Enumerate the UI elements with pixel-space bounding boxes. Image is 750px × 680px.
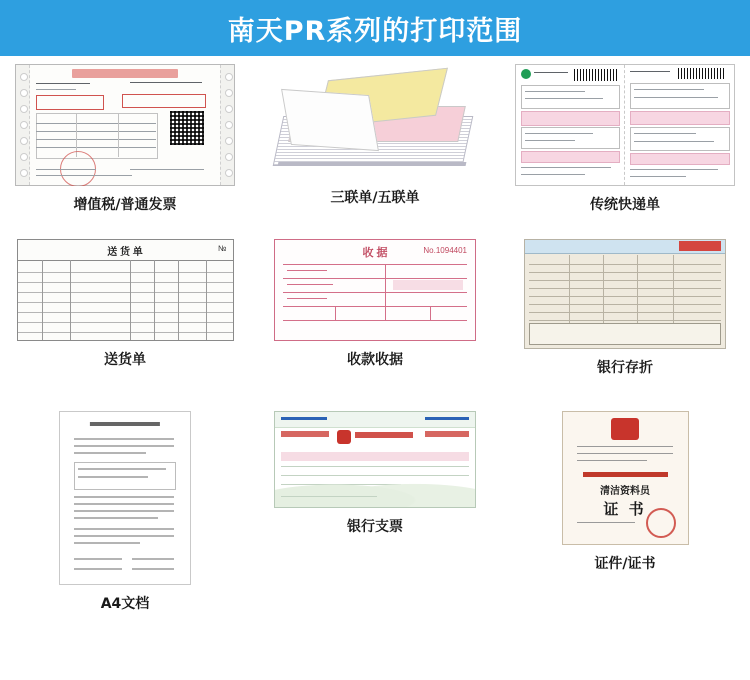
thumbnail-bank-cheque [274,411,476,508]
grid-item-certificate [500,403,750,618]
caption-a4-document: A4文档 [100,596,150,612]
caption-vat-invoice: 增值税/普通发票 [73,197,177,213]
multi-ply-illustration [270,64,480,179]
caption-certificate: 证件/证书 [594,556,656,572]
vat-invoice-illustration [15,64,235,186]
grid-item-receipt [250,231,500,403]
delivery-note-number: № [217,244,227,253]
header-banner [0,0,750,56]
samples-grid [0,56,750,618]
thumbnail-delivery-note [17,239,234,341]
certificate-line2: 证 书 [603,501,647,518]
thumbnail-passbook [524,239,726,349]
receipt-number: No.1094401 [423,246,467,255]
thumbnail-receipt [274,239,476,341]
thumbnail-certificate [562,411,689,545]
receipt-illustration [274,239,476,341]
caption-delivery-note: 送货单 [104,352,146,368]
sprocket-strip-right [220,65,234,185]
grid-item-express-waybill [500,56,750,231]
caption-receipt: 收款收据 [347,352,403,368]
emblem-icon [611,418,639,440]
receipt-title: 收 据 [362,247,388,259]
delivery-note-title: 送 货 单 [107,247,143,258]
vat-invoice-body [30,65,220,185]
caption-bank-cheque: 银行支票 [347,519,403,535]
caption-passbook: 银行存折 [597,360,653,376]
a4-document-illustration [59,411,191,585]
caption-multi-ply: 三联单/五联单 [330,190,420,206]
certificate-line1: 清洁资料员 [600,486,650,497]
grid-item-bank-cheque [250,403,500,618]
thumbnail-vat-invoice [15,64,235,186]
grid-item-passbook [500,231,750,403]
grid-item-vat-invoice [0,56,250,231]
grid-item-delivery-note [0,231,250,403]
express-waybill-illustration [515,64,735,186]
thumbnail-express-waybill [515,64,735,186]
grid-item-a4-document [0,403,250,618]
grid-item-multi-ply [250,56,500,231]
delivery-note-illustration [17,239,234,341]
caption-express-waybill: 传统快递单 [590,197,660,213]
certificate-illustration [562,411,689,545]
bank-passbook-illustration [524,239,726,349]
bank-cheque-illustration [274,411,476,508]
sprocket-strip-left [16,65,30,185]
page-title: 南天PR系列的打印范围 [227,15,523,47]
thumbnail-a4-document [59,411,191,585]
thumbnail-multi-ply [270,64,480,179]
